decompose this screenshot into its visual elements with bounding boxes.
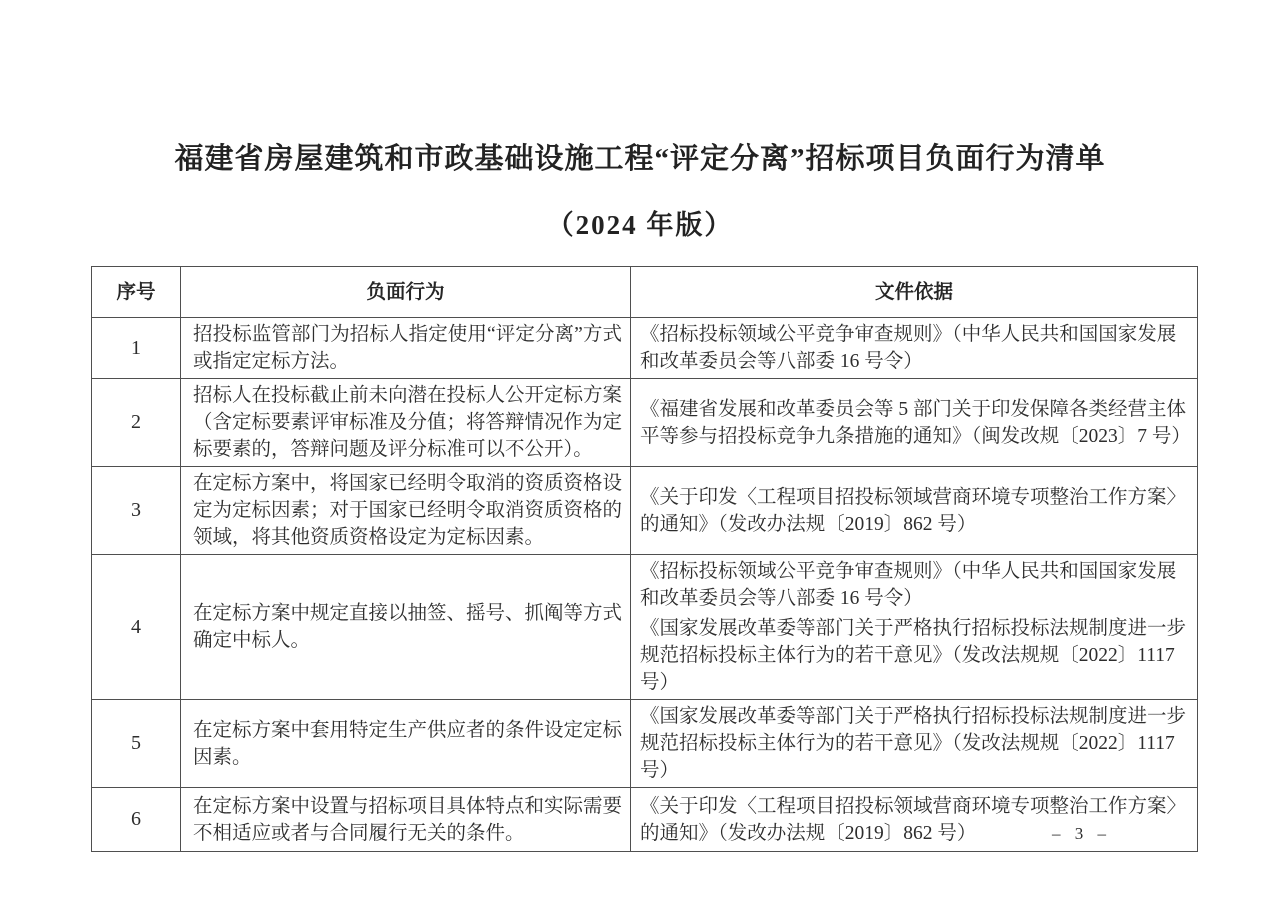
row-number: 2 [92, 379, 181, 467]
table-row [92, 318, 1198, 379]
basis-cell [631, 318, 1198, 379]
row-number: 3 [92, 467, 181, 555]
behavior-cell: 招投标监管部门为招标人指定使用“评定分离”方式或指定定标方法。 [181, 318, 631, 379]
behavior-cell: 在定标方案中规定直接以抽签、摇号、抓阄等方式确定中标人。 [181, 555, 631, 700]
table-row [92, 788, 1198, 852]
basis-item: 《关于印发〈工程项目招投标领域营商环境专项整治工作方案〉的通知》（发改办法规〔2019〕862 号） [640, 795, 1187, 844]
table-header-row [92, 267, 1198, 318]
behavior-cell: 在定标方案中设置与招标项目具体特点和实际需要不相适应或者与合同履行无关的条件。 [181, 788, 631, 852]
basis-item: 《国家发展改革委等部门关于严格执行招标投标法规制度进一步规范招标投标主体行为的若干意见》（发改法规规〔2022〕1117 号） [640, 706, 1187, 781]
table-row [92, 467, 1198, 555]
basis-cell [631, 467, 1198, 555]
basis-item: 《国家发展改革委等部门关于严格执行招标投标法规制度进一步规范招标投标主体行为的若干意见》（发改法规规〔2022〕1117 号） [640, 618, 1187, 693]
row-number: 6 [92, 788, 181, 852]
table-row [92, 555, 1198, 700]
col-header-basis: 文件依据 [631, 267, 1198, 318]
col-header-behavior: 负面行为 [181, 267, 631, 318]
basis-cell [631, 379, 1198, 467]
basis-cell [631, 788, 1198, 852]
negative-behavior-table [91, 266, 1198, 852]
behavior-cell: 在定标方案中，将国家已经明令取消的资质资格设定为定标因素；对于国家已经明令取消资质资格的领域，将其他资质资格设定为定标因素。 [181, 467, 631, 555]
basis-item: 《福建省发展和改革委员会等 5 部门关于印发保障各类经营主体平等参与招投标竞争九条措施的通知》（闽发改规〔2023〕7 号） [640, 398, 1191, 447]
table-row [92, 700, 1198, 788]
row-number: 4 [92, 555, 181, 700]
page-title: 福建省房屋建筑和市政基础设施工程“评定分离”招标项目负面行为清单 [174, 143, 1106, 175]
behavior-cell: 在定标方案中套用特定生产供应者的条件设定定标因素。 [181, 700, 631, 788]
row-number: 5 [92, 700, 181, 788]
col-header-no: 序号 [92, 267, 181, 318]
table-row [92, 379, 1198, 467]
basis-item: 《关于印发〈工程项目招投标领域营商环境专项整治工作方案〉的通知》（发改办法规〔2019〕862 号） [640, 486, 1187, 535]
basis-item: 《招标投标领域公平竞争审查规则》（中华人民共和国国家发展和改革委员会等八部委 16 号令） [640, 561, 1177, 609]
row-number: 1 [92, 318, 181, 379]
basis-cell [631, 555, 1198, 700]
page-number: – 3 – [1052, 824, 1111, 843]
page-subtitle: （2024 年版） [546, 210, 734, 240]
basis-item: 《招标投标领域公平竞争审查规则》（中华人民共和国国家发展和改革委员会等八部委 16 号令） [640, 324, 1177, 372]
behavior-cell: 招标人在投标截止前未向潜在投标人公开定标方案（含定标要素评审标准及分值；将答辩情况作为定标要素的，答辩问题及评分标准可以不公开）。 [181, 379, 631, 467]
basis-cell [631, 700, 1198, 788]
